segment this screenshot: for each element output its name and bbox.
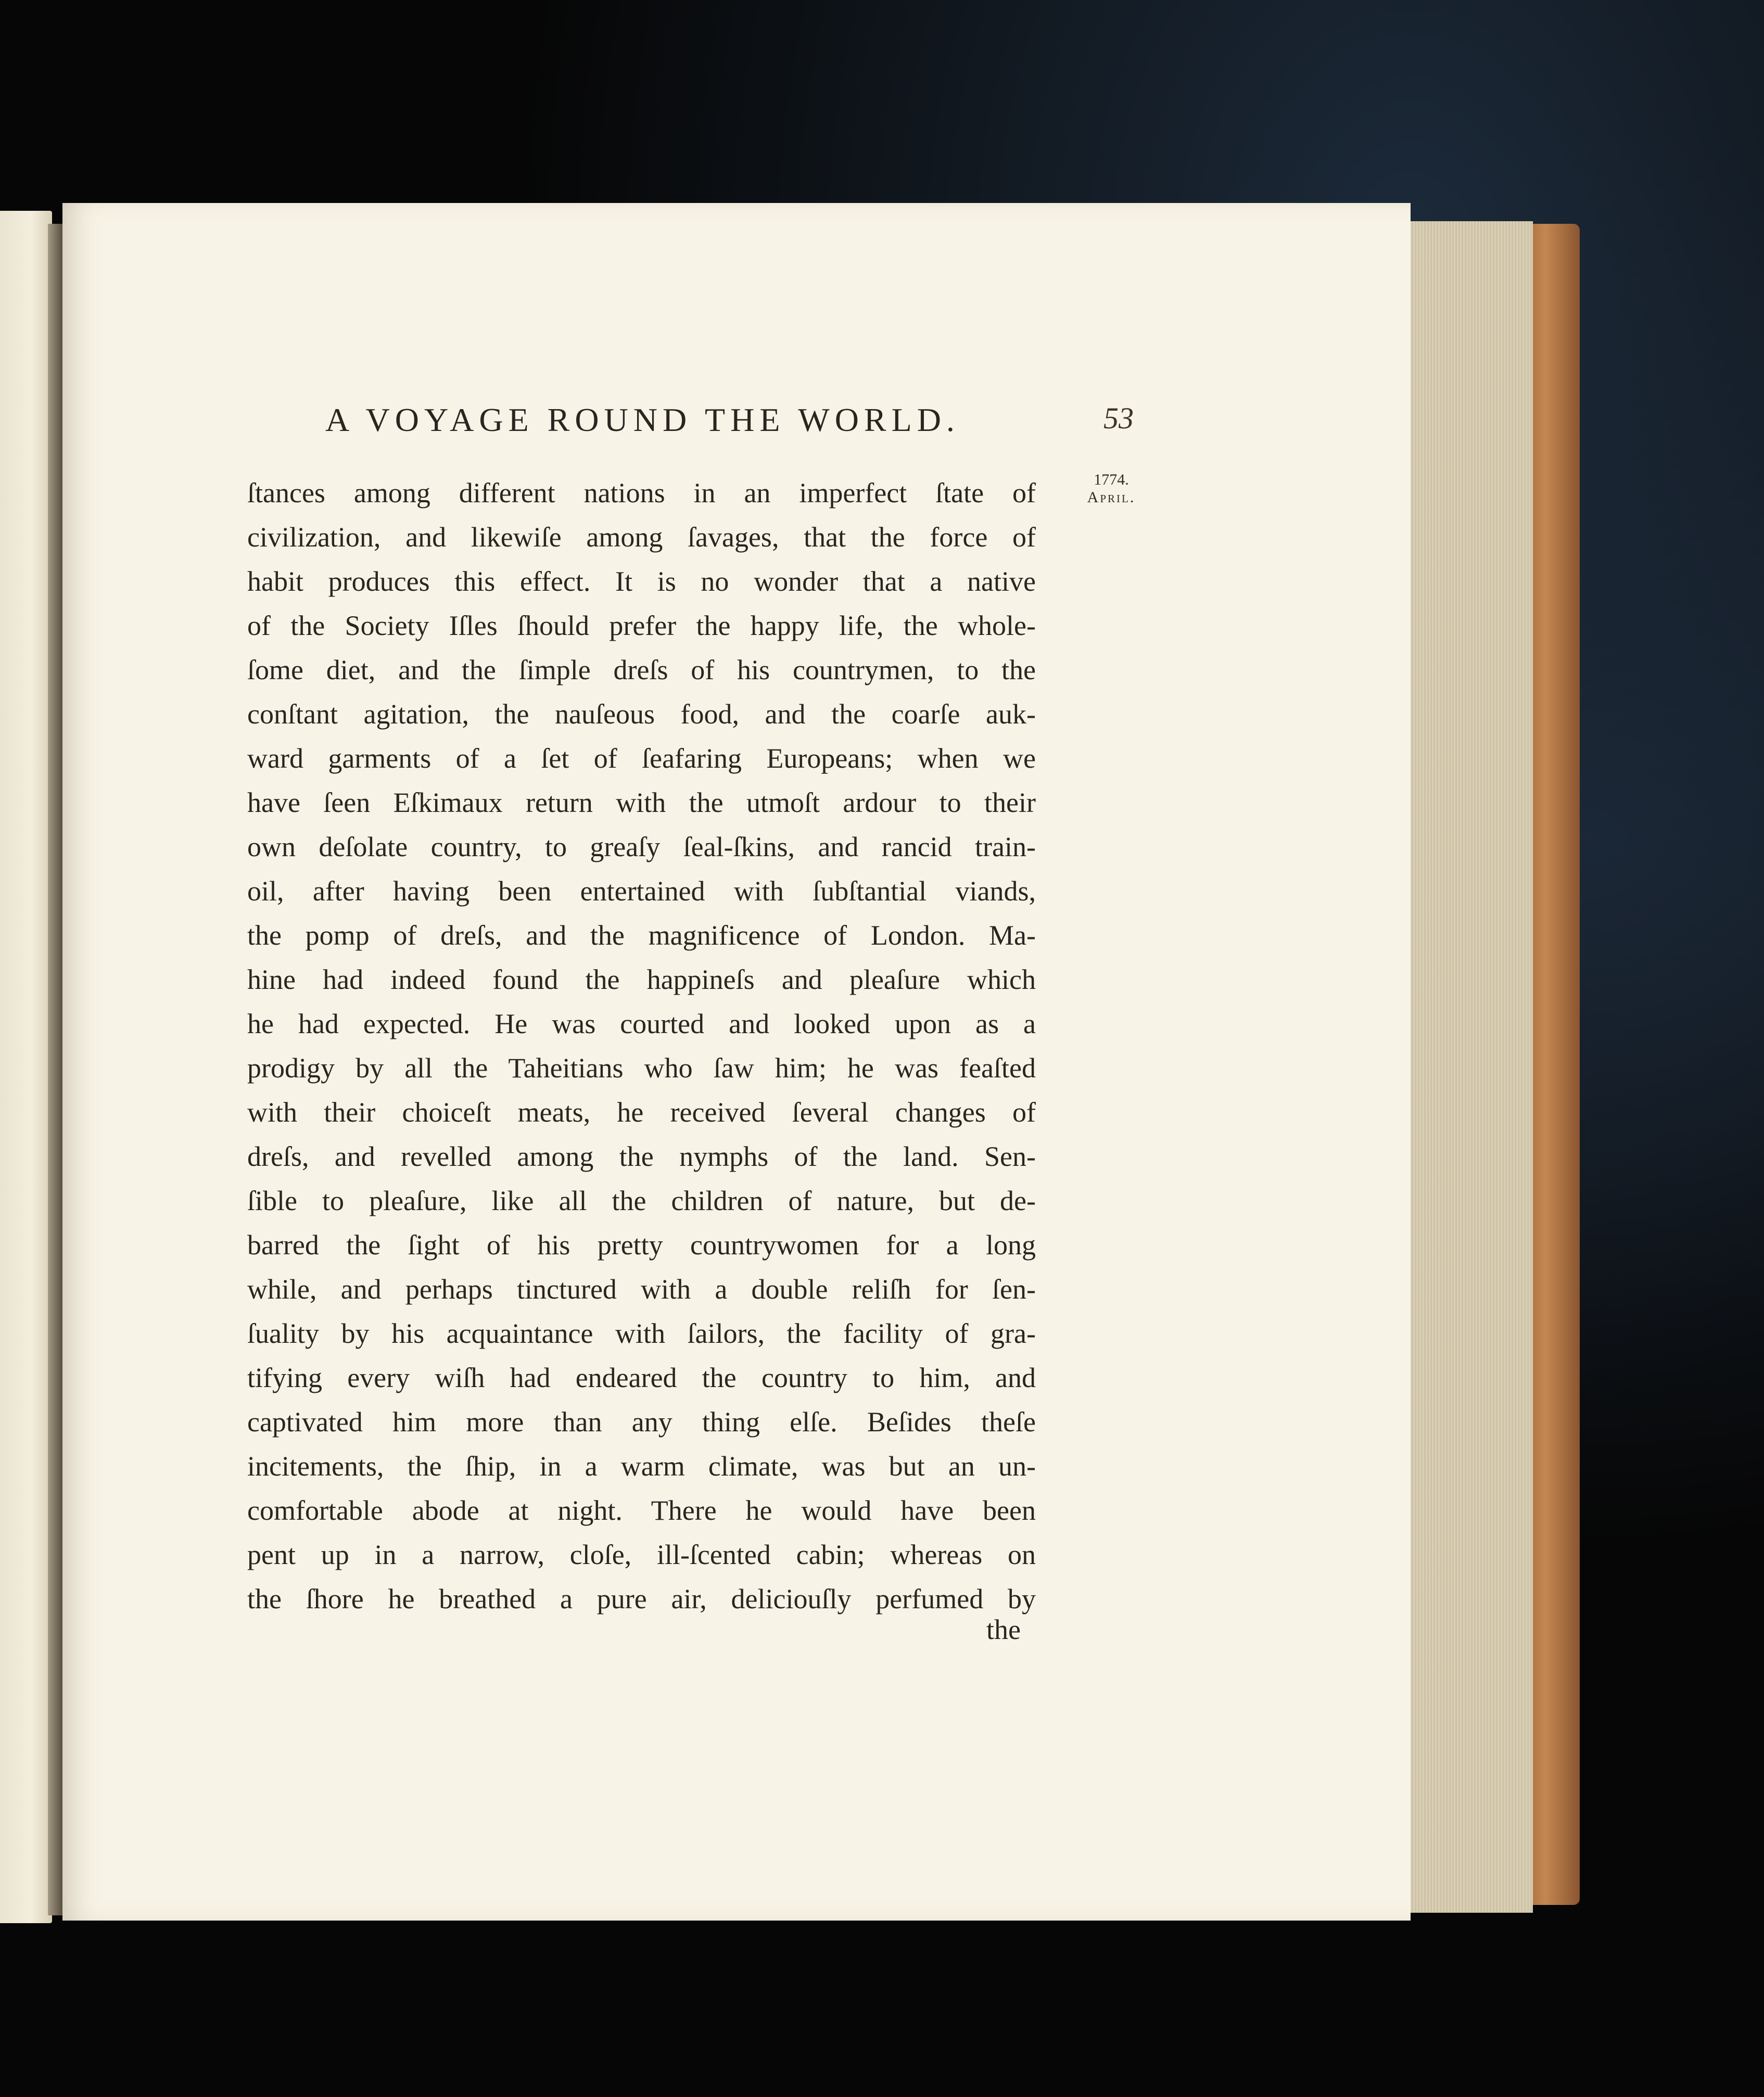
text-line: hine had indeed found the happineſs and pleaſure which <box>247 964 1036 995</box>
text-line: ſtances among different nations in an imperfect ſtate of <box>247 477 1036 509</box>
page-number: 53 <box>1103 401 1134 435</box>
text-line: pent up in a narrow, cloſe, ill-ſcented cabin; whereas on <box>247 1539 1036 1570</box>
text-line: captivated him more than any thing elſe. Beſides theſe <box>247 1406 1036 1438</box>
margin-note-year: 1774. <box>1094 471 1129 488</box>
text-line: civilization, and likewiſe among ſavages, that the force of <box>247 522 1036 553</box>
text-line: have ſeen Eſkimaux return with the utmoſt ardour to their <box>247 787 1036 818</box>
text-line: comfortable abode at night. There he would have been <box>247 1495 1036 1526</box>
text-line: barred the ſight of his pretty countrywomen for a long <box>247 1229 1036 1261</box>
text-line: prodigy by all the Taheitians who ſaw him; he was feaſted <box>247 1052 1036 1084</box>
text-line: habit produces this effect. It is no wonder that a native <box>247 566 1036 597</box>
text-line: he had expected. He was courted and looked upon as a <box>247 1008 1036 1039</box>
page-block-edge <box>1408 221 1533 1913</box>
text-line: with their choiceſt meats, he received ſeveral changes of <box>247 1097 1036 1128</box>
left-page-edge <box>0 211 52 1923</box>
text-line: oil, after having been entertained with ſubſtantial viands, <box>247 875 1036 907</box>
text-line: ward garments of a ſet of ſeafaring Europeans; when we <box>247 743 1036 774</box>
text-line: ſome diet, and the ſimple dreſs of his countrymen, to the <box>247 654 1036 685</box>
body-text <box>247 471 1036 1621</box>
text-line: tifying every wiſh had endeared the country to him, and <box>247 1362 1036 1393</box>
margin-note <box>1072 471 1150 506</box>
text-line: while, and perhaps tinctured with a double reliſh for ſen- <box>247 1274 1036 1305</box>
text-line: the ſhore he breathed a pure air, deliciouſly perfumed by <box>247 1583 1036 1615</box>
text-line: ſuality by his acquaintance with ſailors, the facility of gra- <box>247 1318 1036 1349</box>
text-line: incitements, the ſhip, in a warm climate, was but an un- <box>247 1451 1036 1482</box>
running-title: A VOYAGE ROUND THE WORLD. <box>325 401 960 438</box>
margin-note-month: April. <box>1087 489 1136 506</box>
text-line: the pomp of dreſs, and the magnificence of London. Ma- <box>247 920 1036 951</box>
text-line: of the Society Iſles ſhould prefer the happy life, the whole- <box>247 610 1036 641</box>
catchword: the <box>986 1614 1021 1645</box>
text-line: dreſs, and revelled among the nymphs of the land. Sen- <box>247 1141 1036 1172</box>
text-line: ſible to pleaſure, like all the children of nature, but de- <box>247 1185 1036 1216</box>
text-line: own deſolate country, to greaſy ſeal-ſkins, and rancid train- <box>247 831 1036 862</box>
text-line: conſtant agitation, the nauſeous food, and the coarſe auk- <box>247 698 1036 730</box>
